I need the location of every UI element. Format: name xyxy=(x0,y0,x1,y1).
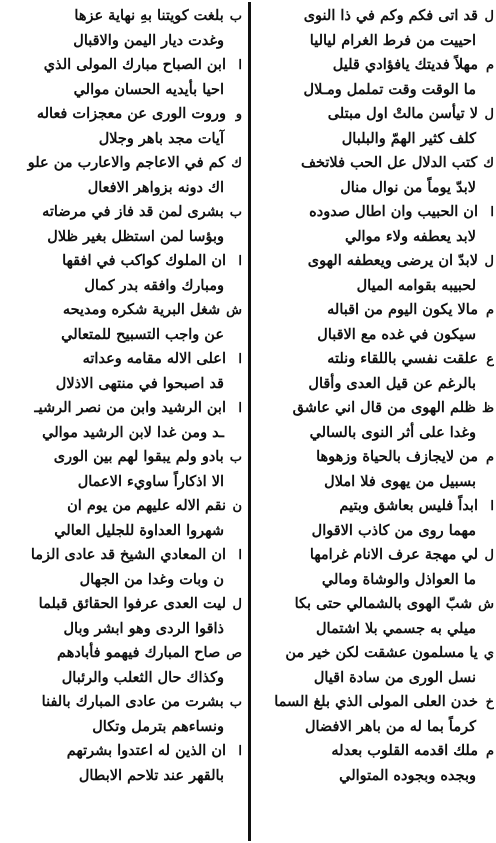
verse-text: وبؤسا لمن استظل بغير ظلال xyxy=(47,227,224,245)
verse-marker: ا xyxy=(238,744,242,759)
verse-text: بشرى لمن قد فاز في مرضاته xyxy=(42,203,224,220)
verse-marker: ك xyxy=(483,156,494,171)
right-text-column xyxy=(256,4,494,840)
verse-marker: م xyxy=(485,58,494,73)
verse-text: اك دونه بزواهر الافعال xyxy=(87,178,224,196)
verse-text: نسل الورى من سادة اقيال xyxy=(313,668,476,686)
verse-line xyxy=(256,519,494,544)
verse-line xyxy=(256,200,494,225)
verse-line xyxy=(256,4,494,29)
verse-line xyxy=(4,249,242,274)
verse-line xyxy=(4,151,242,176)
verse-line xyxy=(4,666,242,691)
verse-text: شهروا العداوة للجليل العالي xyxy=(54,521,224,539)
verse-line xyxy=(4,29,242,54)
verse-marker: ش xyxy=(478,597,494,612)
verse-marker: ل xyxy=(484,9,494,24)
verse-text: كتب الدلال عل الحب فلاتخف xyxy=(301,154,478,171)
verse-line xyxy=(4,298,242,323)
verse-marker: ل xyxy=(484,107,494,122)
verse-line xyxy=(256,617,494,642)
verse-text: آيات مجد باهر وجلال xyxy=(98,129,224,147)
verse-line xyxy=(256,274,494,299)
verse-line xyxy=(256,298,494,323)
verse-line xyxy=(4,568,242,593)
verse-marker: م xyxy=(485,303,494,318)
verse-line xyxy=(4,543,242,568)
verse-marker: ك xyxy=(231,156,242,171)
column-divider xyxy=(248,2,251,841)
verse-line xyxy=(256,666,494,691)
verse-text: وكذاك حال الثعلب والرئبال xyxy=(61,668,224,686)
verse-marker: م xyxy=(485,744,494,759)
verse-line xyxy=(256,568,494,593)
verse-text: بسبيل من يهوى فلا املال xyxy=(324,472,476,490)
verse-text: وغدت ديار اليمن والاقبال xyxy=(73,31,224,49)
verse-line xyxy=(4,127,242,152)
verse-text: بشرت من عادى المبارك بالفنا xyxy=(41,693,224,710)
verse-marker: ظ xyxy=(481,401,494,416)
verse-line xyxy=(4,592,242,617)
verse-line xyxy=(4,690,242,715)
verse-text: ن وبات وغدا من الجهال xyxy=(79,570,224,588)
verse-marker: ي xyxy=(483,646,494,661)
verse-line xyxy=(4,715,242,740)
verse-line xyxy=(4,4,242,29)
verse-line xyxy=(256,764,494,789)
verse-text: وغدا على أثر النوى بالسالي xyxy=(309,423,476,441)
verse-line xyxy=(4,641,242,666)
verse-line xyxy=(256,421,494,446)
verse-line xyxy=(4,323,242,348)
verse-text: ان الذين له اعتدوا بشرتهم xyxy=(66,742,226,759)
verse-text: ميلي به جسمي بلا اشتمال xyxy=(316,619,476,637)
verse-text: بلغت كويتنا بهِ نهاية عزها xyxy=(74,7,224,24)
verse-line xyxy=(4,200,242,225)
verse-text: شبّ الهوى بالشمالي حتى بكا xyxy=(294,595,473,612)
verse-text: ما الوقت وقت تململ ومـلال xyxy=(303,80,476,98)
verse-text: ملك اقدمه القلوب بعدله xyxy=(331,742,478,759)
verse-marker: ا xyxy=(238,58,242,73)
verse-text: مهما روى من كاذب الاقوال xyxy=(311,521,476,539)
verse-text: قد اتى فكم وكم في ذا النوى xyxy=(303,7,478,24)
verse-text: من لايجازف بالحياة وزهوها xyxy=(316,448,478,465)
verse-line xyxy=(256,102,494,127)
verse-text: علقت نفسي باللقاء ونلته xyxy=(327,350,478,367)
verse-line xyxy=(256,78,494,103)
verse-marker: ا xyxy=(490,499,494,514)
verse-line xyxy=(256,347,494,372)
verse-line xyxy=(256,739,494,764)
verse-line xyxy=(256,225,494,250)
verse-marker: م xyxy=(485,450,494,465)
verse-line xyxy=(4,102,242,127)
verse-text: ونساءهم بترمل وتكال xyxy=(92,717,224,735)
verse-text: ما العواذل والوشاة ومالي xyxy=(321,570,476,588)
verse-text: لا تيأسن مالتْ اول مبتلى xyxy=(327,105,478,122)
verse-text: سيكون في غده مع الاقبال xyxy=(317,325,476,343)
verse-line xyxy=(256,29,494,54)
verse-text: ومبارك وافقه بدر كمال xyxy=(84,276,224,294)
verse-line xyxy=(4,470,242,495)
verse-text: احيا بأيديه الحسان موالي xyxy=(73,80,224,98)
verse-text: عن واجب التسبيح للمتعالي xyxy=(61,325,224,343)
verse-line xyxy=(256,176,494,201)
verse-marker: ب xyxy=(229,695,242,710)
verse-text: ذاقوا الردى وهو ابشر وبال xyxy=(63,619,224,637)
verse-text: لابدّ يوماً من نوال منال xyxy=(340,178,476,196)
verse-line xyxy=(256,127,494,152)
verse-text: ان الحبيب وان اطال صدوده xyxy=(309,203,478,220)
verse-line xyxy=(256,396,494,421)
verse-text: ابداً فليس بعاشق وبتيم xyxy=(339,497,478,514)
verse-line xyxy=(4,372,242,397)
verse-line xyxy=(256,53,494,78)
verse-marker: ا xyxy=(238,254,242,269)
verse-line xyxy=(256,323,494,348)
verse-line xyxy=(4,617,242,642)
verse-text: وبجده وبجوده المتوالي xyxy=(339,766,476,784)
verse-marker: ب xyxy=(229,450,242,465)
verse-text: قد اصبحوا في منتهى الاذلال xyxy=(55,374,224,392)
verse-marker: ا xyxy=(238,401,242,416)
verse-text: لي مهجة عرف الانام غرامها xyxy=(309,546,478,563)
verse-line xyxy=(256,690,494,715)
verse-text: لحبيبه بقوامه الميال xyxy=(356,276,476,294)
verse-line xyxy=(256,592,494,617)
verse-line xyxy=(256,445,494,470)
verse-marker: ص xyxy=(226,646,242,661)
verse-text: مهلاً فديتك يافؤادي قليل xyxy=(332,56,478,73)
verse-text: يا مسلمون عشقت لكن خير من xyxy=(285,644,478,661)
verse-line xyxy=(256,715,494,740)
verse-line xyxy=(256,641,494,666)
verse-line xyxy=(4,764,242,789)
verse-text: شغل البرية شكره ومديحه xyxy=(62,301,221,318)
verse-line xyxy=(256,372,494,397)
verse-text: بالقهر عند تلاحم الابطال xyxy=(78,766,224,784)
verse-text: ان الملوك كواكب في افقها xyxy=(62,252,226,269)
verse-marker: ا xyxy=(490,205,494,220)
verse-marker: ب xyxy=(229,205,242,220)
verse-text: مالا يكون اليوم من اقباله xyxy=(327,301,478,318)
verse-marker: خ xyxy=(485,695,494,710)
verse-line xyxy=(4,347,242,372)
verse-line xyxy=(4,53,242,78)
verse-marker: ل xyxy=(484,254,494,269)
verse-marker: ا xyxy=(238,352,242,367)
verse-line xyxy=(4,225,242,250)
verse-text: ابن الصباح مبارك المولى الذي xyxy=(43,56,226,73)
verse-text: كم في الاعاجم والاعارب من علو xyxy=(27,154,226,171)
verse-line xyxy=(4,396,242,421)
verse-text: ان المعادي الشيخ قد عادى الزما xyxy=(30,546,226,563)
verse-text: ابن الرشيد وابن من نصر الرشيـ xyxy=(34,399,226,416)
verse-text: لابد يعطفه ولاء موالي xyxy=(345,227,476,245)
verse-marker: ش xyxy=(226,303,242,318)
verse-line xyxy=(256,249,494,274)
verse-line xyxy=(256,494,494,519)
verse-marker: ل xyxy=(484,548,494,563)
verse-line xyxy=(4,739,242,764)
verse-text: لابدّ ان يرضى ويعطفه الهوى xyxy=(307,252,478,269)
verse-marker: ا xyxy=(238,548,242,563)
verse-text: ـد ومن غدا لابن الرشيد موالي xyxy=(42,423,224,441)
verse-line xyxy=(4,445,242,470)
verse-marker: ب xyxy=(229,9,242,24)
verse-text: ليت العدى عرفوا الحقائق قبلما xyxy=(38,595,226,612)
verse-text: بادو ولم يبقوا لهم بين الورى xyxy=(53,448,224,465)
verse-line xyxy=(256,151,494,176)
verse-text: خدن العلى المولى الذي بلغ السما xyxy=(274,693,478,710)
verse-marker: ع xyxy=(486,352,494,367)
verse-line xyxy=(4,274,242,299)
verse-line xyxy=(4,519,242,544)
verse-text: اعلى الاله مقامه وعداته xyxy=(82,350,226,367)
verse-text: ظلم الهوى من قال اني عاشق xyxy=(292,399,476,416)
verse-marker: ل xyxy=(232,597,242,612)
verse-text: صاح المبارك فيهمو فأبادهم xyxy=(57,644,221,661)
verse-text: بالرغم عن قيل العدى وأقال xyxy=(308,374,476,392)
verse-text: وروت الورى عن معجزات فعاله xyxy=(36,105,226,122)
verse-text: احييت من فرط الغرام لياليا xyxy=(309,31,476,49)
verse-marker: و xyxy=(235,107,242,122)
verse-text: الا اذكاراً ساويء الاعمال xyxy=(77,472,224,490)
verse-marker: ن xyxy=(232,499,242,514)
verse-line xyxy=(256,470,494,495)
verse-text: كرماً بما له من باهر الافضال xyxy=(304,717,476,735)
verse-line xyxy=(4,176,242,201)
verse-line xyxy=(256,543,494,568)
verse-line xyxy=(4,421,242,446)
verse-text: نقم الاله عليهم من يوم ان xyxy=(67,497,226,514)
verse-text: كلف كثير الهمّ والبلبال xyxy=(341,129,476,147)
verse-line xyxy=(4,494,242,519)
left-text-column xyxy=(4,4,242,840)
verse-line xyxy=(4,78,242,103)
